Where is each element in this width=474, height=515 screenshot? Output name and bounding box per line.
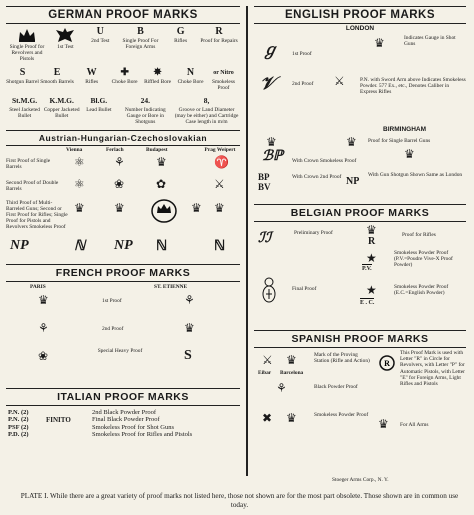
etienne-mark-1: ⚘ [184,292,195,307]
english-title: ENGLISH PROOF MARKS [254,6,466,24]
paris-mark-3: ❀ [38,348,49,363]
austrian-block [6,146,240,258]
london-label: LONDON [345,25,375,32]
german-choke-mark: ✚ Choke Bore [111,66,138,85]
belg-rifles-label: Proof for Rifles [402,232,436,238]
paris-mark-1: ♛ [38,292,49,307]
german-mark-4: B Single Proof For Foreign Arms [122,26,159,51]
german-mark-3: U 2nd Test [91,26,110,44]
german-groove: 8, Groove or Land Diameter (may be either) and Cartridge Case length in m/m [174,96,239,126]
spanish-ring-icon [378,354,396,372]
london-gp-mark: ℊ [262,42,279,59]
german-row-3 [6,95,240,126]
german-kmg: K.M.G. Copper Jacketed Bullet [43,96,80,120]
austrian-np-mark-3: NP [114,237,133,253]
credit-line: Stoeger Arms Corp., N. Y. [332,477,389,483]
belg-pv-mark: P.V. [362,266,372,272]
budapest-seal-icon [150,198,178,224]
french-first-label: 1st Proof [102,297,122,304]
italian-labels: 2nd Black Powder Proof Final Black Powder Proof Smokeless Proof for Shot Guns Smokeless Proof for Rifles and Pistols [92,408,193,439]
birmingham-label: BIRMINGHAM [383,126,426,133]
budapest-mark-2: ✿ [156,176,167,191]
left-column [6,6,240,446]
proof-marks-plate [2,2,472,513]
austrian-np-mark-4: ℕ [156,238,168,254]
vienna-mark-3: ♛ [74,200,85,215]
austrian-np-mark-2: ℕ [74,238,86,254]
german-n-mark: N Choke Bore [177,66,204,85]
ferlach-mark-3: ♛ [114,200,125,215]
belg-pv-star: ★ [366,251,377,265]
eibar-mark: ⚔ [262,353,273,367]
italian-finito: FINITO [46,415,71,424]
german-mark-5: G Rifles [174,26,188,44]
budapest-mark-1: ♛ [156,154,167,169]
spanish-smoke-mark-2: ♛ [286,411,297,425]
etienne-mark-2: ♛ [184,320,195,335]
spanish-black-label: Black Powder Proof [314,384,358,390]
belgian-title: BELGIAN PROOF MARKS [254,204,466,222]
german-title: GERMAN PROOF MARKS [6,6,240,24]
city-prag: Prag Weipert [204,146,236,153]
london-pn-mark: ⚔ [334,74,345,88]
london-gauge-mark: ♛ [374,36,385,50]
spanish-this-label: This Proof Mark is used with Letter "R" in Circle for Revolvers, with Letter "P" for Automatic Pistols, with Letter "E" for Foreign Arms, Light Rifles and Pistols [400,350,465,388]
german-mark-1: Single Proof for Revolvers and Pistols [6,26,48,63]
birm-np-mark: NP [346,176,360,187]
right-column [254,6,466,444]
belg-ec-mark: E . C. [360,300,375,306]
austrian-second-label: Second Proof of Double Barrels [6,179,59,192]
spanish-mark-label: Mark of the Proving Station (Rifle and Action) [314,352,370,365]
german-rifled-mark: ✸ Riffled Bore [144,66,172,85]
spanish-black-mark: ⚘ [276,381,287,395]
plate-caption: PLATE I. While there are a great variety of proof marks not listed here, those not shown are for the most part obsolete. Those shown are in common use today. [20,492,459,509]
prag-mark-1: ♈ [214,154,229,169]
italian-block [6,406,240,446]
paris-mark-2: ⚘ [38,320,49,335]
birm-crown-mark-2: ♛ [404,147,415,161]
spanish-all-mark: ♛ [378,417,389,431]
italian-title: ITALIAN PROOF MARKS [6,388,240,406]
svg-text:R: R [384,359,390,368]
paris-label: PARIS [30,283,46,290]
london-2nd-label: 2nd Proof [292,81,314,87]
belg-ec-star: ★ [366,283,377,297]
belg-final-mark-icon [262,276,276,304]
belg-smokeless-label: Smokeless Powder Proof (P.V.=Poudre Vive-X Proof Powder) [394,250,453,269]
german-gauge: 24. Number Indicating Gauge or Bore in Shotguns [124,96,166,126]
barcelona-mark: ♛ [286,353,297,367]
french-title: FRENCH PROOF MARKS [6,264,240,282]
belg-final-label: Final Proof [292,286,317,292]
city-budapest: Budapest [146,146,168,153]
german-mark-6: R Proof for Repairs [200,26,238,44]
belg-rifle-mark: ♛ [366,223,377,237]
spanish-block [254,348,466,444]
spanish-all-label: For All Arms [400,422,429,428]
austrian-first-label: First Proof of Single Barrels [6,157,51,170]
eibar-label: Eibar [258,370,272,376]
vienna-mark-1: ⚛ [74,154,85,169]
austrian-title: Austrian-Hungarian-Czechoslovakian [6,130,240,146]
austrian-third-label: Third Proof of Multi-Barreled Guns; Second or First Proof for Rifles; Single Proof for Pistols and Revolvers Smokeless Proof [6,199,68,231]
german-stmg: St.M.G. Steel Jacketed Bullet [9,96,40,120]
column-divider [246,6,248,476]
belgian-block [254,222,466,326]
city-ferlach: Ferlach [106,146,124,153]
st-etienne-label: ST. ETIENNE [154,283,188,290]
german-row-1 [6,26,240,63]
ferlach-mark-2: ❀ [114,176,125,191]
ferlach-mark-1: ⚘ [114,154,125,169]
birm-single-label: Proof for Single Barrel Guns [368,138,431,144]
prag-mark-2: ⚔ [214,176,225,191]
spanish-smoke-mark-1: ✖ [262,411,273,425]
birm-shotgun-label: With Gun Shotgun Shown Same as London [368,172,463,178]
crown-icon [16,26,38,44]
etienne-s-mark: S [184,347,192,363]
birm-crown-label: With Crown Smokeless Proof [292,158,357,164]
london-gauge-label: Indicates Gauge in Shot Guns [404,35,456,48]
birmingham-block [254,134,466,200]
belg-r-mark: R [368,236,376,247]
austrian-np-mark-5: ℕ [214,238,226,254]
london-pn-label: P.N. with Sword Arm above Indicates Smokeless Powder. 577 Ex., etc., Denotes Caliber in Express Rifles [360,77,466,96]
french-special-label: Special Heavy Proof [97,347,143,354]
italian-codes: P.N. (2) P.N. (2) PSF (2) P.D. (2) [8,408,29,439]
london-2nd-mark: 𝒱 [260,73,275,93]
german-row-2 [6,67,240,91]
belg-prelim-label: Preliminary Proof [294,230,333,236]
german-e-mark: E Smooth Barrels [40,66,74,85]
birm-bp-bv: BP BV [258,172,271,192]
spanish-smoke-label: Smokeless Powder Proof [314,412,369,418]
prag-mark-3b: ♛ [214,200,225,215]
london-block [254,33,466,125]
german-mark-2: 1st Test [48,26,83,50]
eagle-icon [54,26,76,44]
french-block [6,282,240,384]
birm-bpbv-label: With Crown 2nd Proof [292,174,342,180]
prag-mark-3a: ♛ [191,200,202,215]
belg-prelim-mark: ℐℐ [258,231,272,246]
french-second-label: 2nd Proof [102,325,124,332]
german-nitro-mark: or Nitro Smokeless Proof [211,69,236,91]
birm-single-mark: ♛ [346,135,357,149]
london-1st-label: 1st Proof [292,51,312,57]
spanish-title: SPANISH PROOF MARKS [254,330,466,348]
german-blg: Bl.G. Lead Bullet [86,96,112,114]
birm-crown-mark: ♛ [266,135,277,149]
city-vienna: Vienna [66,146,83,153]
birm-bp-mark: ℬℙ [262,149,283,164]
vienna-mark-2: ⚛ [74,176,85,191]
barcelona-label: Barcelona [280,370,304,376]
german-w-mark: W Rifles [85,66,99,85]
belg-smokeless2-label: Smokeless Powder Proof (E.C.=English Powder) [394,284,449,297]
austrian-np-mark-1: NP [10,237,29,253]
german-s-mark: S Shotgun Barrel [6,66,39,85]
